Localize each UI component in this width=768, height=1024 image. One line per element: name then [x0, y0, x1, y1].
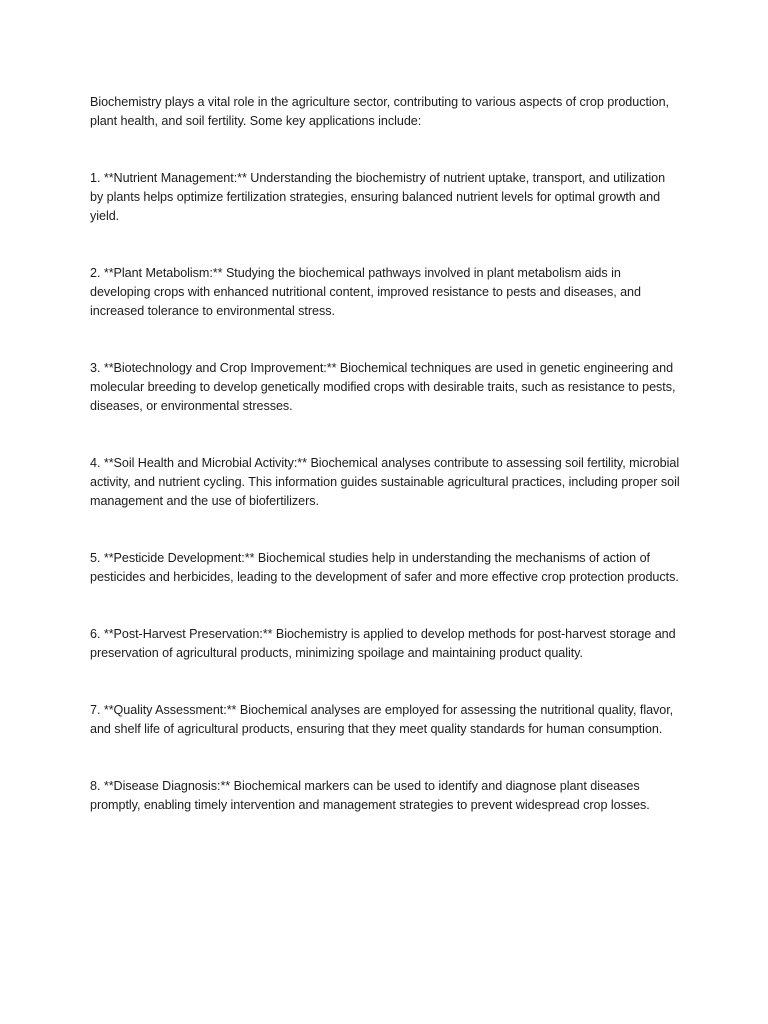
document-body: [90, 93, 680, 853]
list-item-pesticide-development: 5. **Pesticide Development:** Biochemical studies help in understanding the mechanisms of action of pesticides and herbicides, leading to the development of safer and more effective crop protection products.: [90, 551, 679, 584]
list-item-plant-metabolism: 2. **Plant Metabolism:** Studying the biochemical pathways involved in plant metabolism aids in developing crops with enhanced nutritional content, improved resistance to pests and diseases, and increased tolerance to environmental stress.: [90, 266, 641, 318]
intro-paragraph: Biochemistry plays a vital role in the agriculture sector, contributing to various aspects of crop production, plant health, and soil fertility. Some key applications include:: [90, 95, 669, 128]
list-item-disease-diagnosis: 8. **Disease Diagnosis:** Biochemical markers can be used to identify and diagnose plant diseases promptly, enabling timely intervention and management strategies to prevent widespread crop losses.: [90, 779, 650, 812]
list-item-post-harvest: 6. **Post-Harvest Preservation:** Biochemistry is applied to develop methods for post-harvest storage and preservation of agricultural products, minimizing spoilage and maintaining product quality.: [90, 627, 676, 660]
list-item-nutrient-management: 1. **Nutrient Management:** Understanding the biochemistry of nutrient uptake, transport, and utilization by plants helps optimize fertilization strategies, ensuring balanced nutrient levels for optimal growth and yield.: [90, 171, 666, 223]
list-item-soil-health: 4. **Soil Health and Microbial Activity:** Biochemical analyses contribute to assessing soil fertility, microbial activity, and nutrient cycling. This information guides sustainable agricultural practices, including proper soil management and the use of biofertilizers.: [90, 456, 680, 508]
list-item-quality-assessment: 7. **Quality Assessment:** Biochemical analyses are employed for assessing the nutritional quality, flavor, and shelf life of agricultural products, ensuring that they meet quality standards for human consumption.: [90, 703, 674, 736]
list-item-biotechnology: 3. **Biotechnology and Crop Improvement:** Biochemical techniques are used in genetic engineering and molecular breeding to develop genetically modified crops with desirable traits, such as resistance to pests, diseases, or environmental stresses.: [90, 361, 676, 413]
